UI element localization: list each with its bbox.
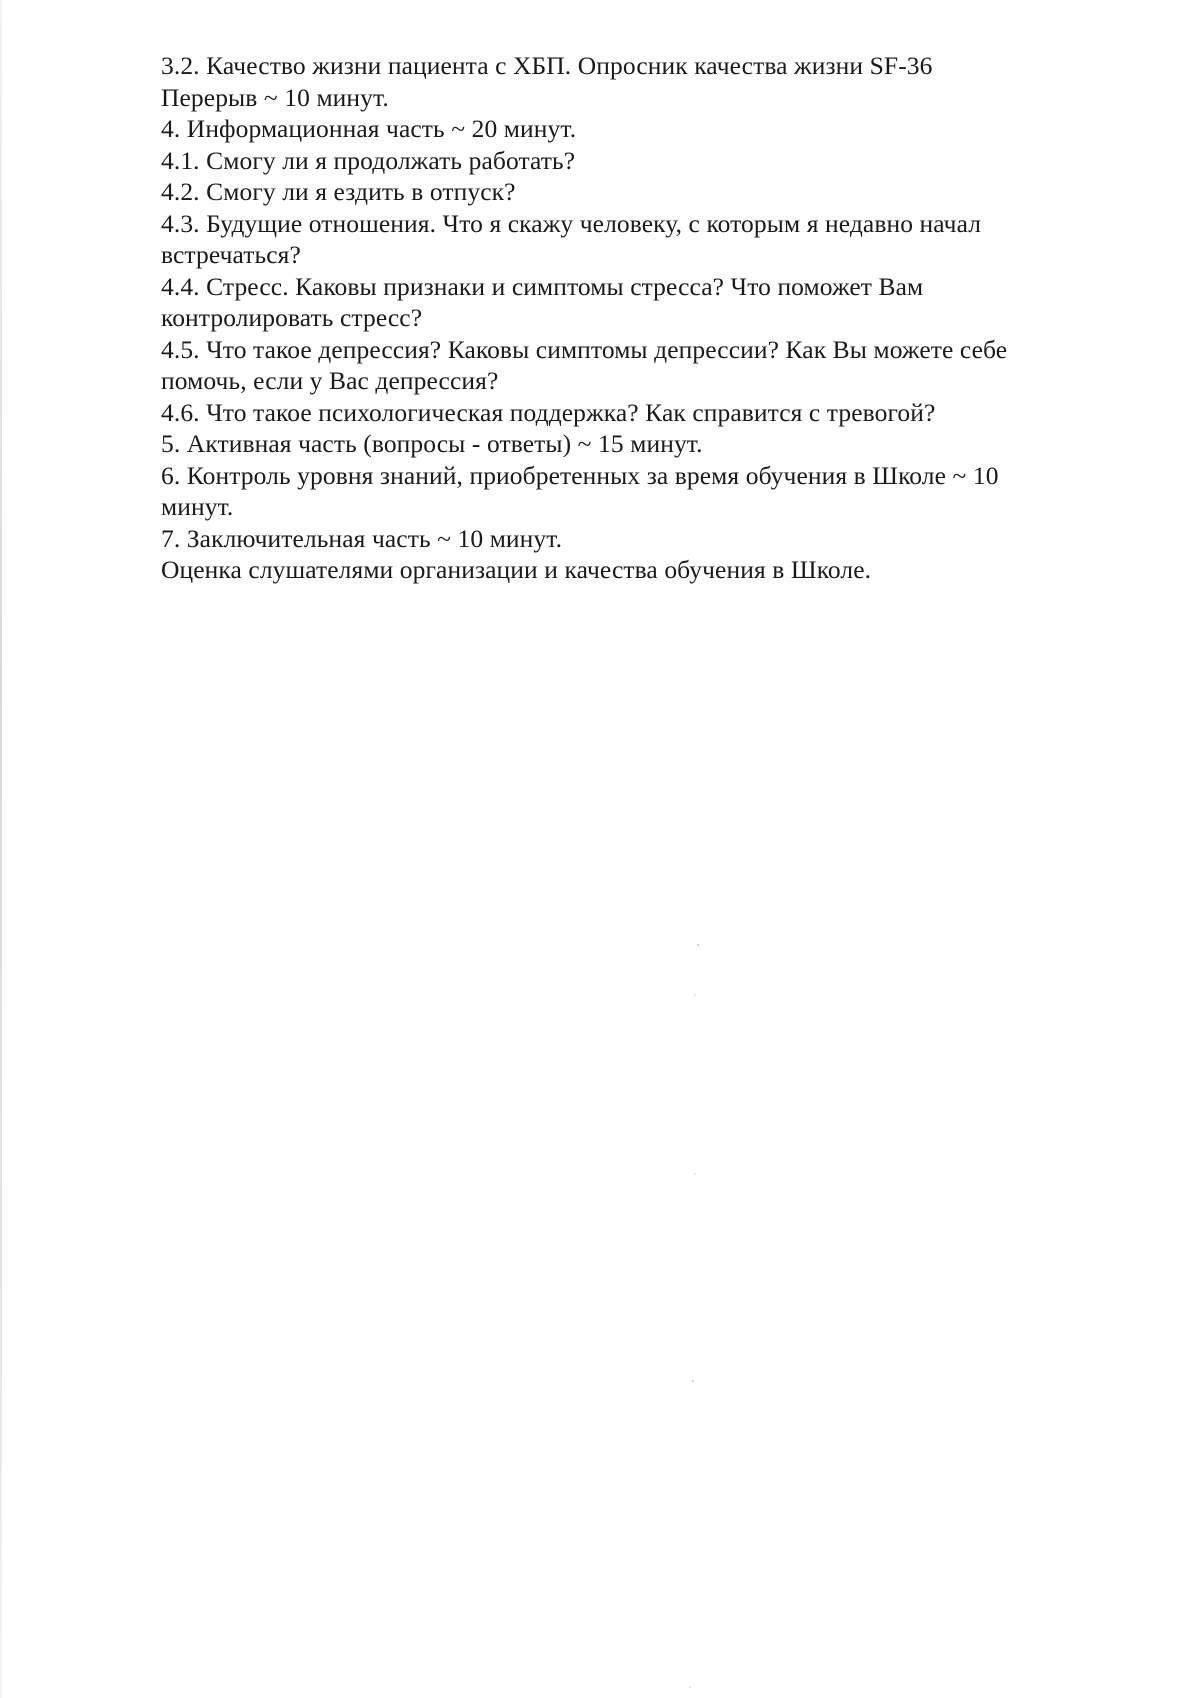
document-line: 3.2. Качество жизни пациента с ХБП. Опросник качества жизни SF-36 — [161, 51, 933, 80]
document-line: 4.1. Смогу ли я продолжать работать? — [161, 145, 576, 175]
document-line: помочь, если у Вас депрессия? — [161, 366, 499, 395]
document-line: 6. Контроль уровня знаний, приобретенных за время обучения в Школе ~ 10 — [161, 460, 999, 490]
document-line: 5. Активная часть (вопросы - ответы) ~ 15 минут. — [161, 429, 703, 458]
document-line: 7. Заключительная часть ~ 10 минут. — [161, 523, 563, 553]
document-body — [161, 50, 1121, 586]
document-line: Оценка слушателями организации и качества обучения в Школе. — [161, 555, 872, 584]
document-line: минут. — [161, 492, 234, 521]
scan-left-edge — [0, 0, 2, 1698]
document-line: 4. Информационная часть ~ 20 минут. — [161, 114, 577, 143]
scan-speck — [694, 1173, 696, 1175]
document-line: 4.2. Смогу ли я ездить в отпуск? — [161, 177, 516, 206]
scan-speck — [697, 944, 699, 946]
scan-speck — [689, 1686, 691, 1688]
document-line: Перерыв ~ 10 минут. — [161, 82, 389, 112]
scan-speck — [692, 1380, 694, 1382]
document-line: 4.4. Стресс. Каковы признаки и симптомы стресса? Что поможет Вам — [161, 271, 924, 301]
document-line: 4.6. Что такое психологическая поддержка? Как справится с тревогой? — [161, 397, 936, 427]
document-line: контролировать стресс? — [161, 303, 423, 332]
document-line: встречаться? — [161, 240, 301, 269]
scan-speck — [694, 994, 696, 996]
document-line: 4.3. Будущие отношения. Что я скажу человеку, с которым я недавно начал — [161, 208, 982, 238]
document-line: 4.5. Что такое депрессия? Каковы симптомы депрессии? Как Вы можете себе — [161, 334, 1008, 364]
